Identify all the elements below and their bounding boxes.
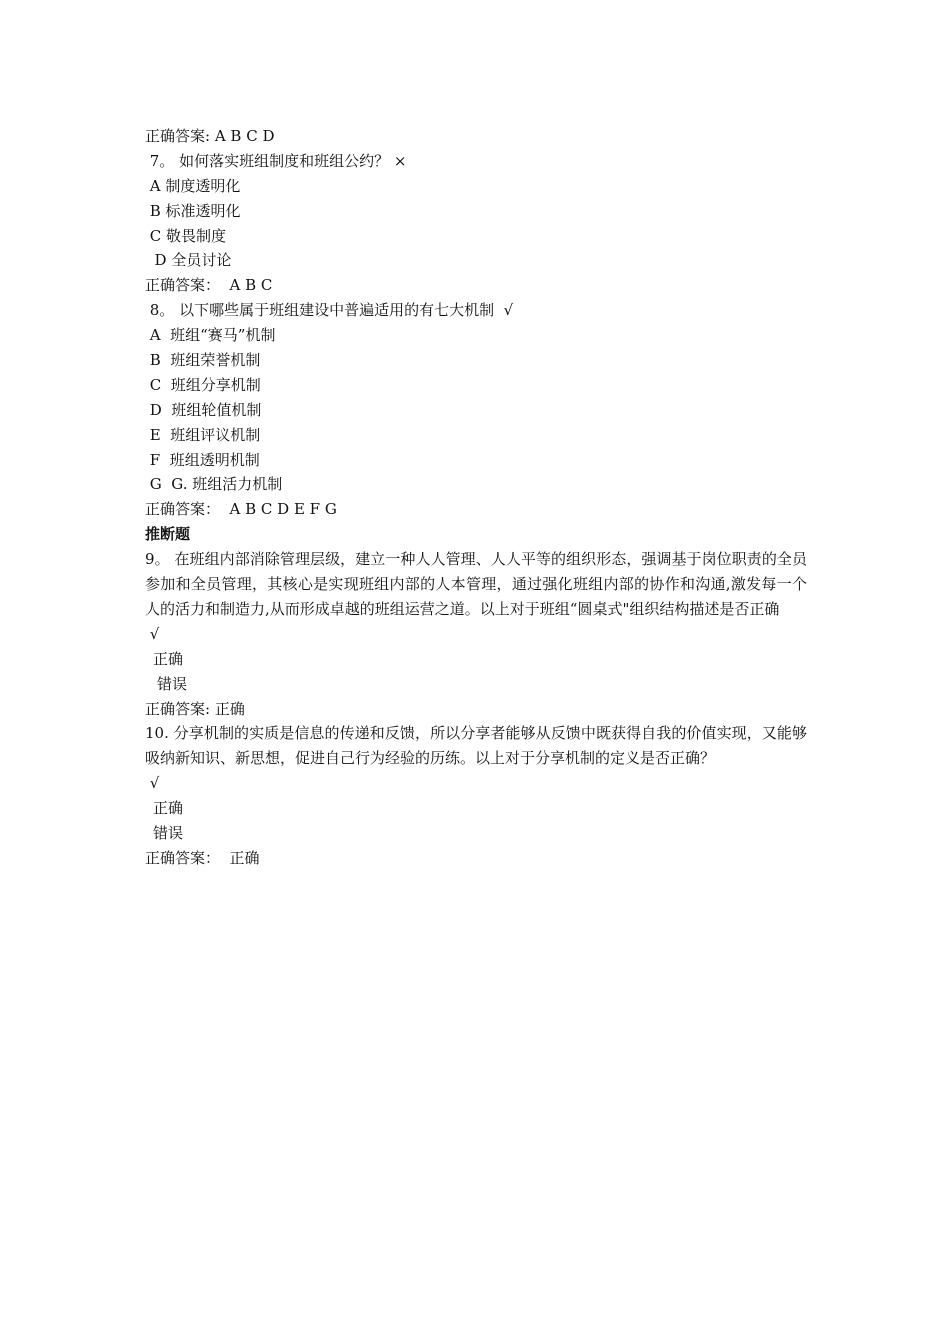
q8-option-f: F 班组透明机制 <box>145 450 260 469</box>
q7-stem: 7。 如何落实班组制度和班组公约？ × <box>145 151 407 170</box>
q8-answer: 正确答案： A B C D E F G <box>145 500 337 519</box>
q7-option-a: A 制度透明化 <box>145 176 241 195</box>
q10-option-false: 错误 <box>153 824 184 843</box>
q8-option-c: C 班组分享机制 <box>145 375 261 394</box>
q6-answer: 正确答案: A B C D <box>145 127 275 145</box>
q9-option-false: 错误 <box>157 674 188 693</box>
q9-mark: √ <box>145 624 160 643</box>
q10-answer: 正确答案： 正确 <box>145 848 260 867</box>
q8-option-d: D 班组轮值机制 <box>145 400 262 419</box>
q7-answer: 正确答案： A B C <box>145 276 273 295</box>
q10-mark: √ <box>145 774 160 793</box>
section-title: 推断题 <box>145 525 191 544</box>
document-content <box>145 124 807 871</box>
q9-stem: 9。 在班组内部消除管理层级，建立一种人人管理、人人平等的组织形态，强调基于岗位职责的全员参加和全员管理，其核心是实现班组内部的人本管理，通过强化班组内部的协作和沟通,激发每一个人的活力和制造力,从而形成卓越的班组运营之道。以上对于班组“圆桌式"组织结构描述是否正确 <box>145 550 807 618</box>
q8-stem: 8。 以下哪些属于班组建设中普遍适用的有七大机制 √ <box>145 301 514 320</box>
q8-option-e: E 班组评议机制 <box>145 425 261 444</box>
q7-option-c: C 敬畏制度 <box>145 226 227 245</box>
q8-option-b: B 班组荣誉机制 <box>145 351 261 370</box>
q10-option-true: 正确 <box>153 799 184 818</box>
q8-option-g: G G. 班组活力机制 <box>145 475 283 494</box>
q9-option-true: 正确 <box>153 649 184 668</box>
q9-answer: 正确答案: 正确 <box>145 699 245 718</box>
q7-option-b: B 标准透明化 <box>145 201 241 220</box>
q10-stem: 10. 分享机制的实质是信息的传递和反馈，所以分享者能够从反馈中既获得自我的价值实现，又能够吸纳新知识、新思想，促进自己行为经验的历练。以上对于分享机制的定义是否正确？ <box>145 724 807 768</box>
q7-option-d: D 全员讨论 <box>145 251 232 270</box>
q8-option-a: A 班组“赛马”机制 <box>145 326 276 345</box>
